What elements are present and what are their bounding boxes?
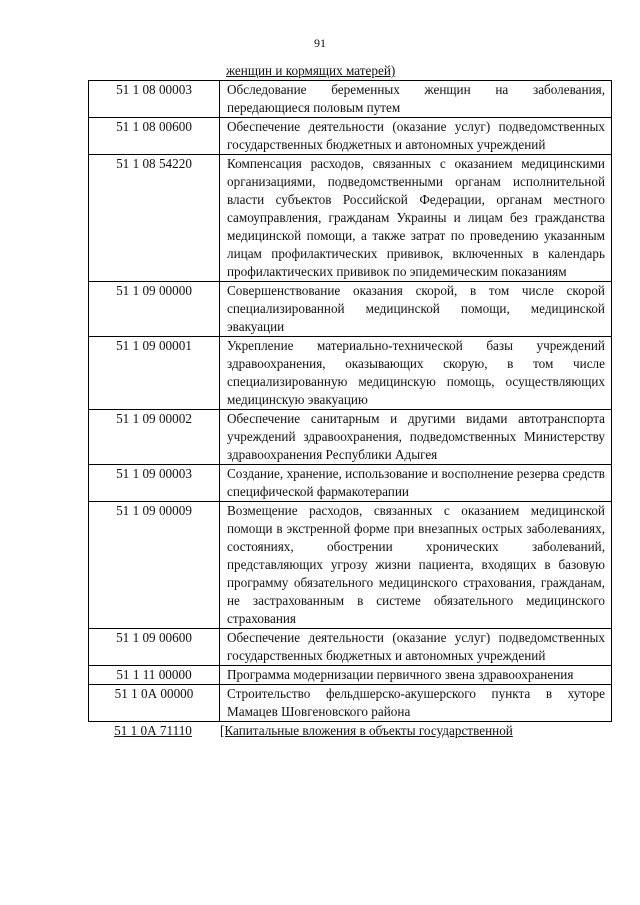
row-code: 51 1 11 00000 (89, 666, 220, 684)
table-row (89, 155, 612, 282)
table-row (89, 502, 612, 629)
budget-classification-table (88, 62, 612, 740)
row-description: Обеспечение деятельности (оказание услуг) подведомственных государственных бюджетных и автономных учреждений (220, 629, 612, 665)
row-code: 51 1 09 00000 (89, 282, 220, 336)
row-code: 51 1 0А 71110 (114, 723, 192, 738)
table-row (89, 685, 612, 722)
table-row (89, 629, 612, 666)
row-code: 51 1 08 00600 (89, 118, 220, 154)
row-code: 51 1 09 00002 (89, 410, 220, 464)
row-code: 51 1 08 54220 (89, 155, 220, 281)
table-row (89, 118, 612, 155)
table-row (89, 666, 612, 685)
row-description: Создание, хранение, использование и восполнение резерва средств специфической фармакотерапии (220, 465, 612, 501)
row-description: Совершенствование оказания скорой, в том числе скорой специализированной медицинской помощи, медицинской эвакуации (220, 282, 612, 336)
row-code: 51 1 09 00001 (89, 337, 220, 409)
table-row (89, 282, 612, 337)
row-description: Программа модернизации первичного звена здравоохранения (220, 666, 612, 684)
row-description: Возмещение расходов, связанных с оказанием медицинской помощи в экстренной форме при внезапных острых заболеваниях, состояниях, обострении хронических заболеваний, представляющих угрозу жизни пациента, входящих в базовую программу обязательного медицинского страхования, гражданам, не застрахованным в системе обязательного медицинского страхования (220, 502, 612, 628)
table-row (89, 410, 612, 465)
row-code: 51 1 09 00600 (89, 629, 220, 665)
row-description: Укрепление материально-технической базы учреждений здравоохранения, оказывающих скорую, в том числе специализированную медицинскую помощь, осуществляющих медицинскую эвакуацию (220, 337, 612, 409)
row-code: 51 1 0А 00000 (89, 685, 220, 721)
row-description: Строительство фельдшерско-акушерского пункта в хуторе Мамацев Шовгеновского района (220, 685, 612, 721)
row-description: Обследование беременных женщин на заболевания, передающиеся половым путем (220, 81, 612, 117)
table-row (89, 337, 612, 410)
row-description: Обеспечение деятельности (оказание услуг) подведомственных государственных бюджетных и автономных учреждений (220, 118, 612, 154)
row-code: 51 1 08 00003 (89, 81, 220, 117)
page-number: 91 (314, 36, 326, 50)
table-grid (88, 80, 612, 722)
row-code: 51 1 09 00009 (89, 502, 220, 628)
table-row (89, 81, 612, 118)
table-row (89, 465, 612, 502)
row-description: Компенсация расходов, связанных с оказанием медицинскими организациями, подведомственными органам исполнительной власти субъектов Российской Федерации, органам местного самоуправления, гражданам Украины и лицам без гражданства медицинской помощи, а также затрат по проведению указанным лицам профилактических прививок, включенных в календарь профилактических прививок по эпидемическим показаниям (220, 155, 612, 281)
row-code: 51 1 09 00003 (89, 465, 220, 501)
table-row-partial (88, 722, 612, 740)
row-description: [Капитальные вложения в объекты государственной (220, 723, 513, 738)
row-description: Обеспечение санитарным и другими видами автотранспорта учреждений здравоохранения, подведомственных Министерству здравоохранения Республики Адыгея (220, 410, 612, 464)
continuation-line: женщин и кормящих матерей) (226, 63, 396, 78)
